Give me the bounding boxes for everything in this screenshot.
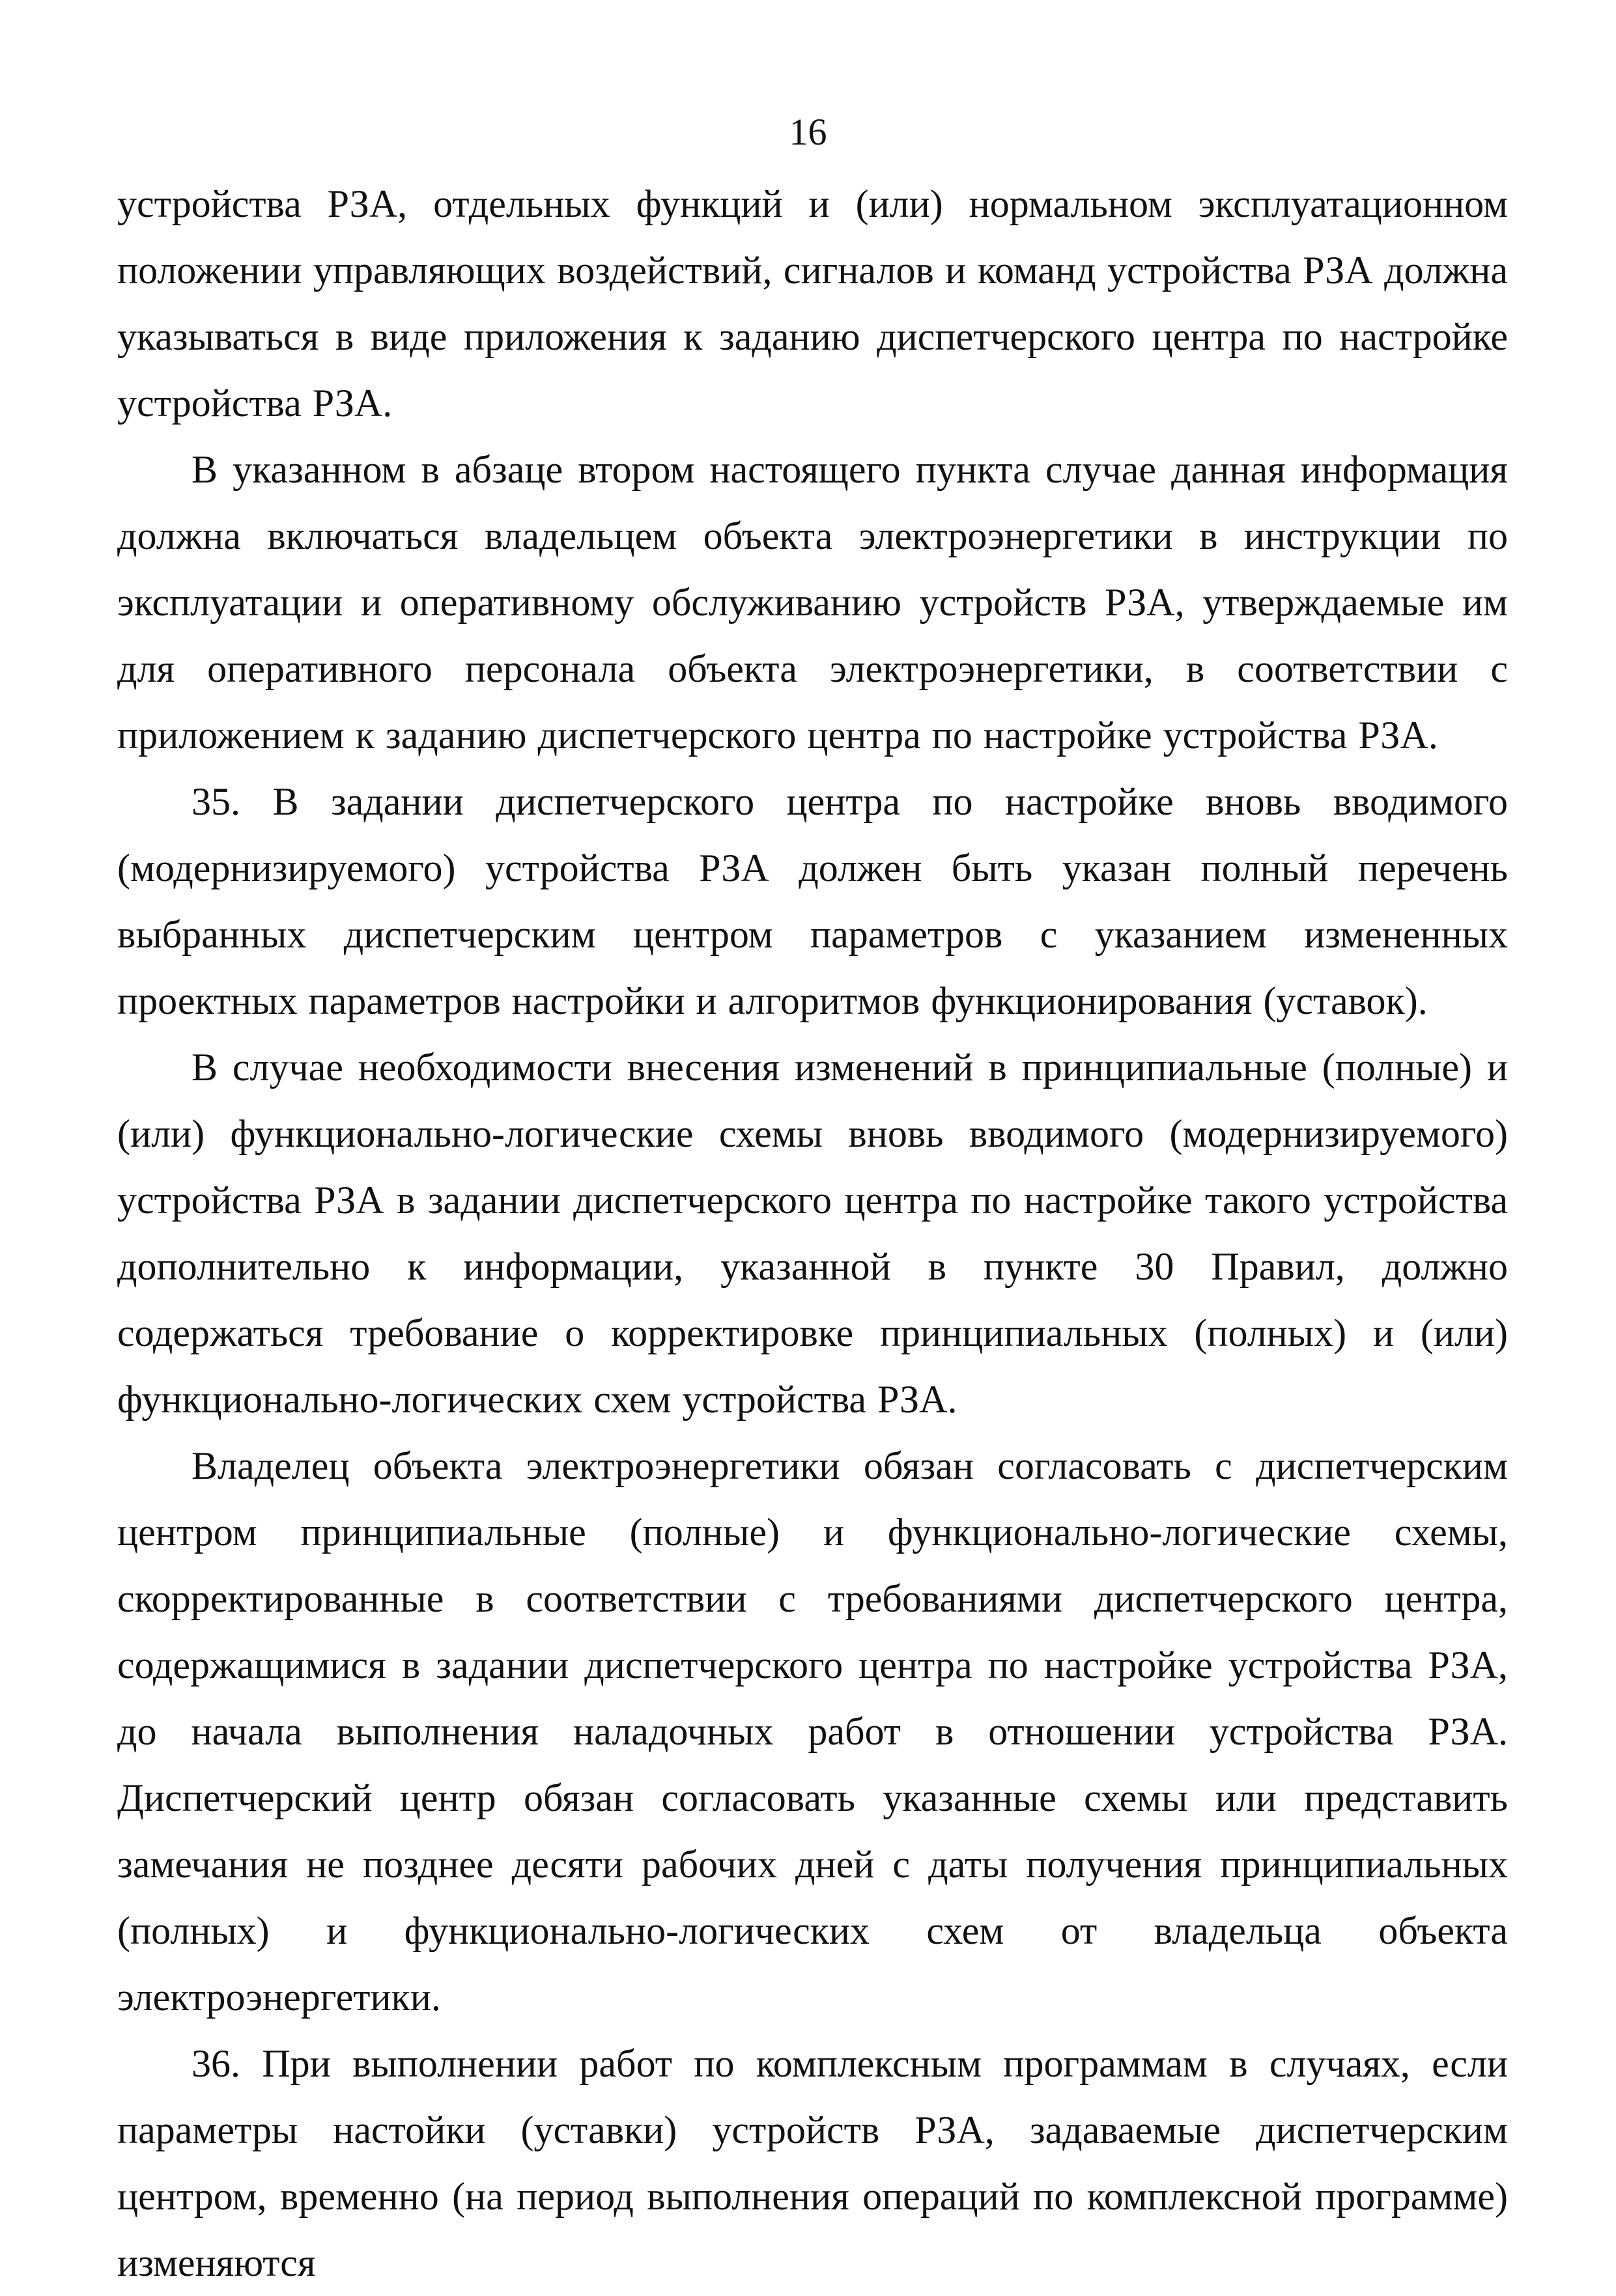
paragraph-clause-36: 36. При выполнении работ по комплексным программам в случаях, если параметры настойки (уставки) устройств РЗА, задаваемые диспетчерским центром, временно (на период выполнения операций по комплексной программе) изменяются bbox=[117, 2042, 1508, 2284]
document-body bbox=[117, 171, 1508, 2296]
paragraph-continuation: устройства РЗА, отдельных функций и (или) нормальном эксплуатационном положении управляющих воздействий, сигналов и команд устройства РЗА должна указываться в виде приложения к заданию диспетчерского центра по настройке устройства РЗА. bbox=[117, 182, 1508, 425]
paragraph-instructions: В указанном в абзаце втором настоящего пункта случае данная информация должна включаться владельцем объекта электроэнергетики в инструкции по эксплуатации и оперативному обслуживанию устройств РЗА, утверждаемые им для оперативного персонала объекта электроэнергетики, в соответствии с приложением к заданию диспетчерского центра по настройке устройства РЗА. bbox=[117, 448, 1508, 757]
paragraph-clause-35: 35. В задании диспетчерского центра по настройке вновь вводимого (модернизируемого) устройства РЗА должен быть указан полный перечень выбранных диспетчерским центром параметров с указанием измененных проектных параметров настройки и алгоритмов функционирования (уставок). bbox=[117, 780, 1508, 1022]
page-number: 16 bbox=[789, 111, 827, 153]
paragraph-owner-approval: Владелец объекта электроэнергетики обязан согласовать с диспетчерским центром принципиальные (полные) и функционально-логические схемы, скорректированные в соответствии с требованиями диспетчерского центра, содержащимися в задании диспетчерского центра по настройке устройства РЗА, до начала выполнения наладочных работ в отношении устройства РЗА. Диспетчерский центр обязан согласовать указанные схемы или представить замечания не позднее десяти рабочих дней с даты получения принципиальных (полных) и функционально-логических схем от владельца объекта электроэнергетики. bbox=[117, 1444, 1508, 2019]
paragraph-schema-changes: В случае необходимости внесения изменений в принципиальные (полные) и (или) функционально-логические схемы вновь вводимого (модернизируемого) устройства РЗА в задании диспетчерского центра по настройке такого устройства дополнительно к информации, указанной в пункте 30 Правил, должно содержаться требование о корректировке принципиальных (полных) и (или) функционально-логических схем устройства РЗА. bbox=[117, 1046, 1508, 1421]
